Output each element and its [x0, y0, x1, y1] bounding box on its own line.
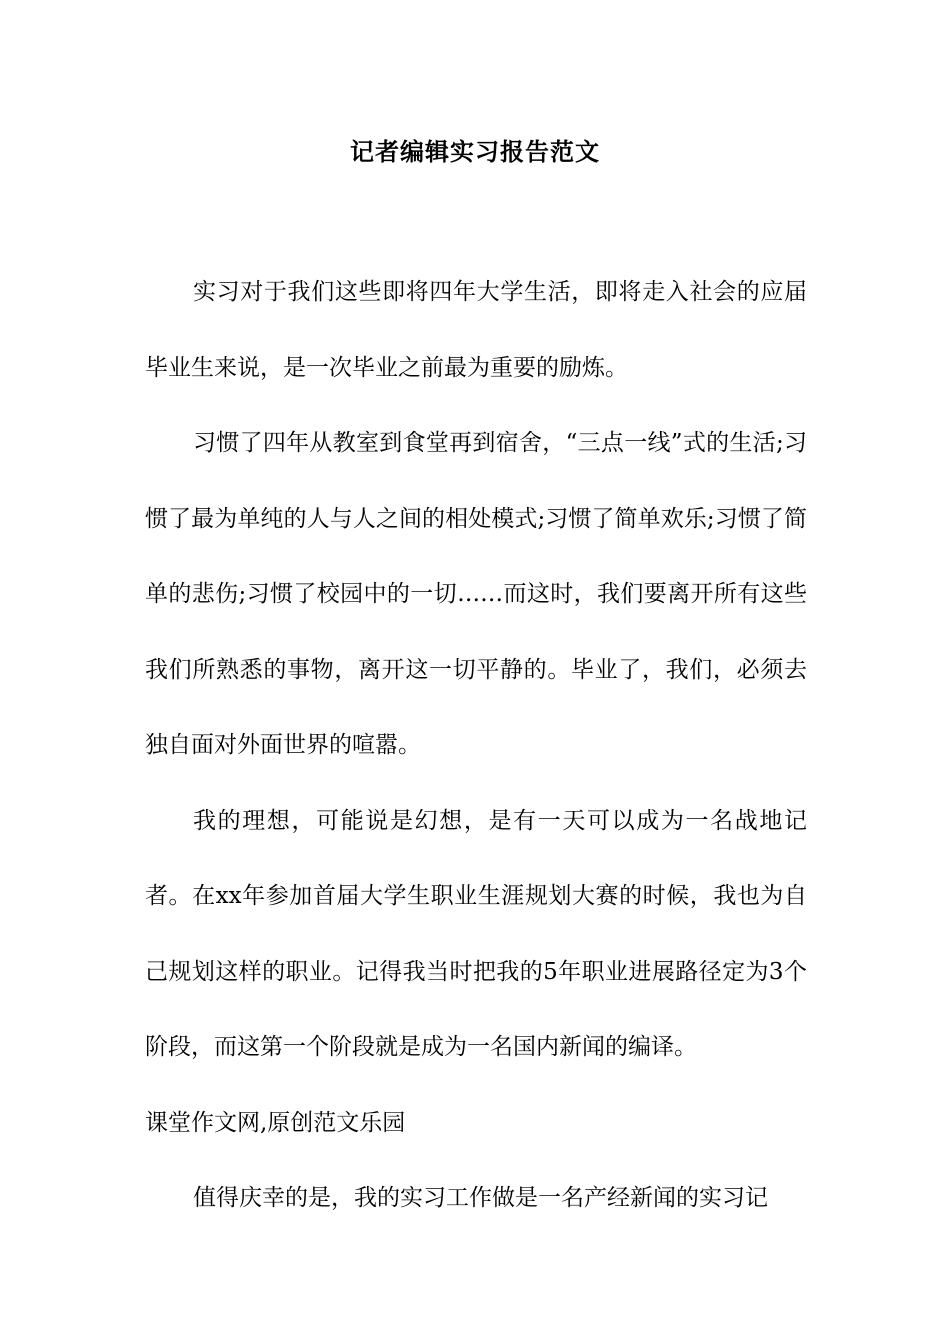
document-title: 记者编辑实习报告范文	[350, 137, 600, 166]
paragraph-3: 我的理想，可能说是幻想，是有一天可以成为一名战地记者。在xx年参加首届大学生职业生涯规划大赛的时候，我也为自己规划这样的职业。记得我当时把我的5年职业进展路径定为3个阶段，而这第一个阶段就是成为一名国内新闻的编译。	[145, 807, 807, 1060]
document-body	[145, 255, 807, 1237]
paragraph-2: 习惯了四年从教室到食堂再到宿舍，“三点一线”式的生活;习惯了最为单纯的人与人之间的相处模式;习惯了简单欢乐;习惯了简单的悲伤;习惯了校园中的一切……而这时，我们要离开所有这些我们所熟悉的事物，离开这一切平静的。毕业了，我们，必须去独自面对外面世界的喧嚣。	[145, 430, 807, 758]
paragraph-5: 值得庆幸的是，我的实习工作做是一名产经新闻的实习记	[193, 1185, 768, 1211]
paragraph-4: 课堂作文网,原创范文乐园	[145, 1109, 406, 1136]
paragraph-1: 实习对于我们这些即将四年大学生活，即将走入社会的应届毕业生来说，是一次毕业之前最为重要的励炼。	[145, 279, 807, 381]
